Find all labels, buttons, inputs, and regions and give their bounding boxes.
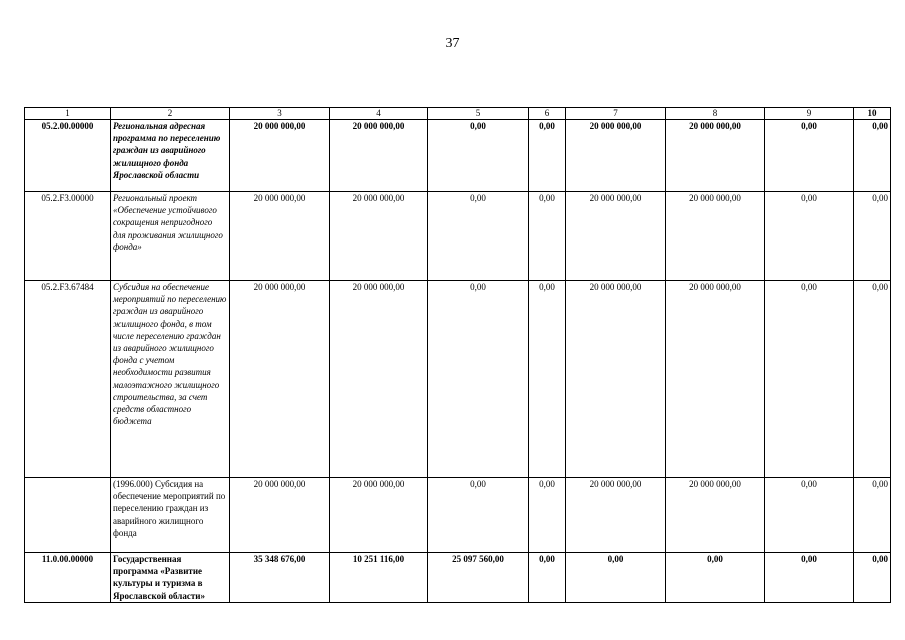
header-cell: 2 — [111, 108, 230, 120]
page-number: 37 — [445, 36, 460, 51]
row-code — [25, 478, 111, 553]
row-code: 05.2.00.00000 — [25, 120, 111, 192]
header-cell: 10 — [854, 108, 891, 120]
row-value: 20 000 000,00 — [330, 478, 428, 553]
row-value: 20 000 000,00 — [230, 478, 330, 553]
row-value: 0,00 — [428, 120, 529, 192]
row-code: 05.2.F3.67484 — [25, 281, 111, 478]
row-code: 05.2.F3.00000 — [25, 192, 111, 281]
row-value: 20 000 000,00 — [666, 281, 765, 478]
header-cell: 4 — [330, 108, 428, 120]
header-cell: 7 — [566, 108, 666, 120]
row-value: 20 000 000,00 — [566, 120, 666, 192]
row-value: 0,00 — [854, 120, 891, 192]
table-row — [25, 192, 891, 281]
table-row — [25, 478, 891, 553]
row-name: Региональный проект «Обеспечение устойчивого сокращения непригодного для проживания жилищного фонда» — [111, 192, 230, 281]
row-value: 0,00 — [428, 478, 529, 553]
row-value: 0,00 — [765, 120, 854, 192]
row-value: 0,00 — [529, 281, 566, 478]
row-value: 0,00 — [765, 281, 854, 478]
header-row — [25, 108, 891, 120]
row-value: 0,00 — [765, 192, 854, 281]
row-name: (1996.000) Субсидия на обеспечение мероприятий по переселению граждан из аварийного жилищного фонда — [111, 478, 230, 553]
row-value: 20 000 000,00 — [230, 120, 330, 192]
row-value: 20 000 000,00 — [666, 478, 765, 553]
row-value: 0,00 — [428, 281, 529, 478]
row-value: 0,00 — [566, 553, 666, 603]
row-value: 0,00 — [428, 192, 529, 281]
row-value: 0,00 — [854, 192, 891, 281]
header-cell: 5 — [428, 108, 529, 120]
row-value: 20 000 000,00 — [330, 281, 428, 478]
budget-table — [24, 107, 891, 603]
row-value: 0,00 — [765, 553, 854, 603]
header-cell: 1 — [25, 108, 111, 120]
row-value: 20 000 000,00 — [566, 281, 666, 478]
table-row — [25, 120, 891, 192]
header-cell: 9 — [765, 108, 854, 120]
header-cell: 8 — [666, 108, 765, 120]
row-value: 0,00 — [529, 120, 566, 192]
row-value: 0,00 — [765, 478, 854, 553]
header-cell: 3 — [230, 108, 330, 120]
row-name: Государственная программа «Развитие культуры и туризма в Ярославской области» — [111, 553, 230, 603]
row-value: 0,00 — [854, 553, 891, 603]
row-value: 0,00 — [529, 478, 566, 553]
row-value: 20 000 000,00 — [666, 120, 765, 192]
row-value: 20 000 000,00 — [230, 192, 330, 281]
row-value: 20 000 000,00 — [666, 192, 765, 281]
row-value: 20 000 000,00 — [230, 281, 330, 478]
row-value: 20 000 000,00 — [330, 192, 428, 281]
row-value: 0,00 — [666, 553, 765, 603]
row-name: Региональная адресная программа по переселению граждан из аварийного жилищного фонда Ярославской области — [111, 120, 230, 192]
row-value: 0,00 — [854, 281, 891, 478]
row-value: 20 000 000,00 — [566, 192, 666, 281]
row-value: 20 000 000,00 — [330, 120, 428, 192]
row-value: 25 097 560,00 — [428, 553, 529, 603]
row-value: 0,00 — [529, 192, 566, 281]
row-name: Субсидия на обеспечение мероприятий по переселению граждан из аварийного жилищного фонда, в том числе переселению граждан из аварийного жилищного фонда с учетом необходимости развития малоэтажного жилищного строительства, за счет средств областного бюджета — [111, 281, 230, 478]
table-row — [25, 281, 891, 478]
row-value: 20 000 000,00 — [566, 478, 666, 553]
row-value: 0,00 — [529, 553, 566, 603]
row-value: 10 251 116,00 — [330, 553, 428, 603]
row-value: 35 348 676,00 — [230, 553, 330, 603]
header-cell: 6 — [529, 108, 566, 120]
row-code: 11.0.00.00000 — [25, 553, 111, 603]
row-value: 0,00 — [854, 478, 891, 553]
table-row — [25, 553, 891, 603]
